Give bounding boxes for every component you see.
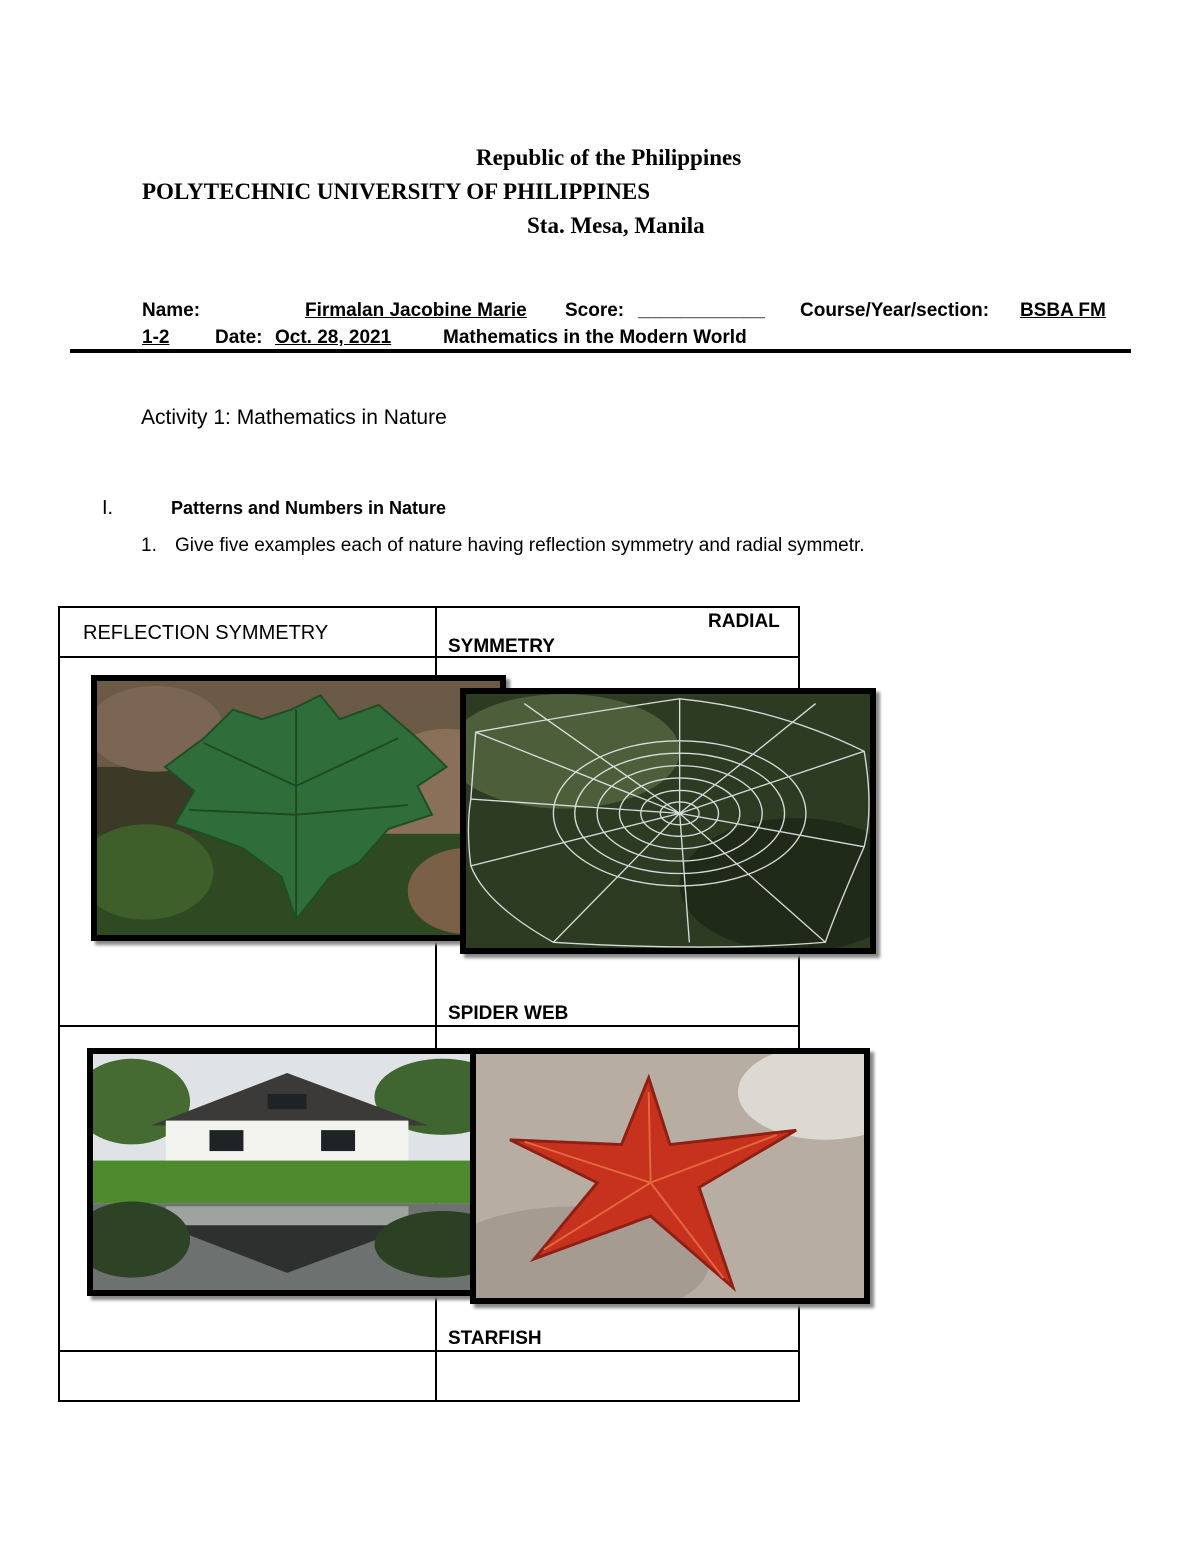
score-blank: ____________	[638, 300, 765, 321]
section-numeral: I.	[102, 497, 114, 519]
col2-header-line1: RADIAL	[708, 611, 780, 632]
activity-title: Activity 1: Mathematics in Nature	[141, 406, 447, 429]
table-header-divider	[58, 656, 800, 658]
section-value: 1-2	[142, 327, 170, 348]
course-label: Course/Year/section:	[800, 300, 990, 321]
score-label: Score:	[565, 300, 625, 321]
table-row1-divider	[58, 1025, 800, 1027]
subject-name: Mathematics in the Modern World	[443, 327, 747, 348]
name-value: Firmalan Jacobine Marie	[305, 300, 527, 321]
question-number: 1.	[141, 535, 157, 556]
table-row2-divider	[58, 1350, 800, 1352]
university-location: Sta. Mesa, Manila	[527, 213, 705, 238]
course-value: BSBA FM	[1020, 300, 1106, 321]
spider-web-photo	[460, 688, 876, 954]
leaf-photo	[91, 675, 506, 941]
header-rule	[70, 349, 1131, 353]
date-label: Date:	[215, 327, 263, 348]
col2-header-line2: SYMMETRY	[448, 636, 555, 657]
question-text: Give five examples each of nature having reflection symmetry and radial symmetr.	[175, 535, 865, 556]
house-reflection-photo	[87, 1048, 495, 1296]
republic-line: Republic of the Philippines	[476, 145, 742, 170]
name-label: Name:	[142, 300, 201, 321]
starfish-photo	[470, 1048, 870, 1304]
row1-caption: SPIDER WEB	[448, 1003, 569, 1024]
section-title: Patterns and Numbers in Nature	[171, 498, 447, 518]
col1-header: REFLECTION SYMMETRY	[83, 622, 329, 644]
date-value: Oct. 28, 2021	[275, 327, 392, 348]
row2-caption: STARFISH	[448, 1328, 542, 1349]
university-name: POLYTECHNIC UNIVERSITY OF PHILIPPINES	[142, 179, 651, 204]
